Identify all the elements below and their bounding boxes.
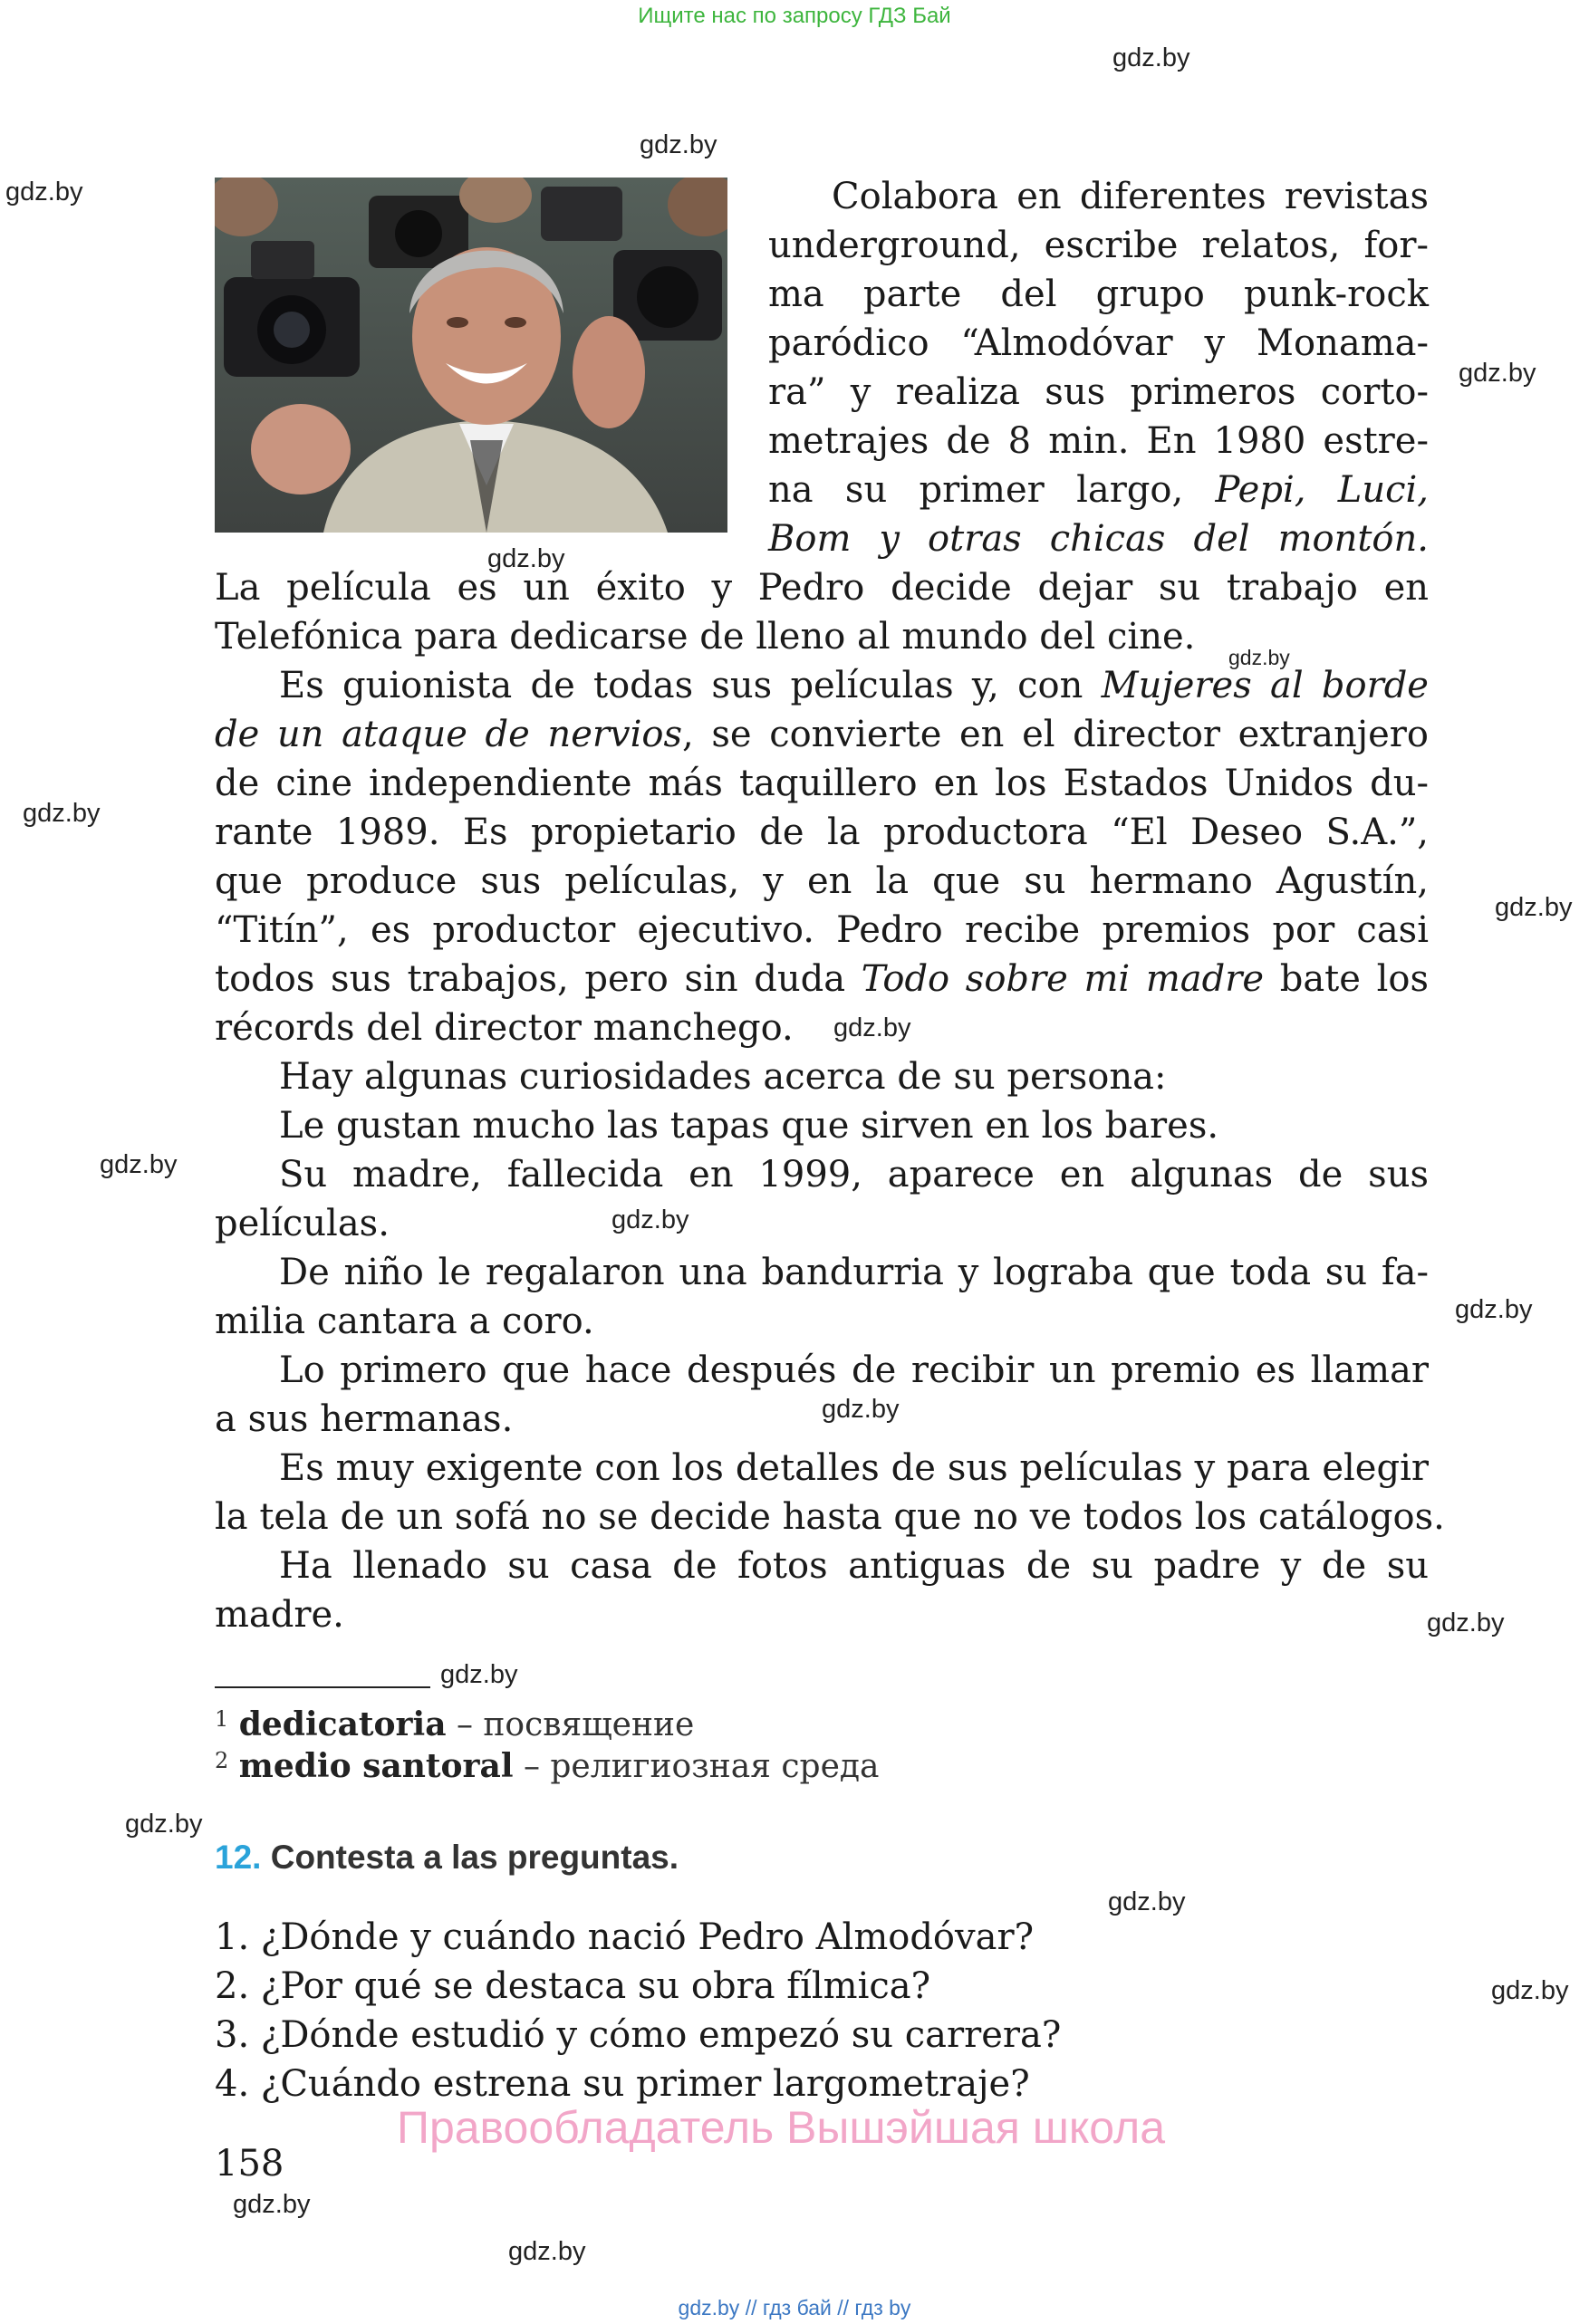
film-title-mujeres-cont: de un ataque de nervios (215, 714, 682, 755)
watermark: gdz.by (1455, 1295, 1533, 1324)
text-line: Ha llenado su casa de fotos antiguas de su padre y de su (279, 1545, 1429, 1587)
text-line: récords del director manchego. (215, 1007, 794, 1049)
watermark: gdz.by (508, 2237, 586, 2266)
watermark: gdz.by (612, 1205, 689, 1234)
director-photo (215, 178, 727, 533)
text-segment: Es guionista de todas sus películas y, con (279, 665, 1102, 706)
watermark: gdz.by (1427, 1609, 1505, 1637)
text-line: rante 1989. Es propietario de la productora “El Deseo S.A.”, (215, 811, 1429, 853)
exercise-heading (215, 1839, 679, 1877)
exercise-number: 12. (215, 1839, 262, 1876)
question-item: 3. ¿Dónde estudió y cómo empezó su carrera? (215, 2014, 1062, 2056)
watermark: gdz.by (822, 1395, 900, 1424)
text-segment: na su primer largo, (768, 469, 1216, 511)
text-segment: , se convierte en el director extranjero (682, 714, 1429, 755)
photo-illustration (215, 178, 727, 533)
text-line: que produce sus películas, y en la que su hermano Agustín, (215, 860, 1429, 902)
text-line: La película es un éxito y Pedro decide dejar su trabajo en (215, 567, 1429, 609)
question-item: 1. ¿Dónde y cuándo nació Pedro Almodóvar? (215, 1916, 1035, 1958)
watermark: gdz.by (1112, 43, 1190, 72)
text-segment: bate los (1264, 958, 1429, 1000)
footnote-term: medio santoral (238, 1747, 514, 1785)
footnote-translation: религиозная среда (550, 1748, 880, 1785)
text-line-mixed (215, 955, 1429, 1004)
text-line: a sus hermanas. (215, 1398, 514, 1440)
text-line-mixed (768, 466, 1429, 514)
text-line: metrajes de 8 min. En 1980 estre- (768, 420, 1429, 462)
film-title-mujeres: Mujeres al borde (1101, 665, 1429, 706)
watermark: gdz.by (1491, 1976, 1569, 2005)
watermark: gdz.by (23, 799, 101, 828)
text-line: “Titín”, es productor ejecutivo. Pedro recibe premios por casi (215, 909, 1429, 951)
text-line: ra” y realiza sus primeros corto- (768, 371, 1429, 413)
watermark: gdz.by (100, 1150, 178, 1179)
watermark: gdz.by (1228, 646, 1290, 669)
text-line: Telefónica para dedicarse de lleno al mundo del cine. (215, 616, 1196, 658)
footnote-divider (215, 1686, 430, 1688)
watermark: gdz.by (440, 1660, 518, 1689)
page-number: 158 (215, 2143, 284, 2185)
text-line-mixed (215, 710, 1429, 759)
watermark: gdz.by (1495, 893, 1573, 922)
text-line: Lo primero que hace después de recibir un premio es llamar (279, 1349, 1429, 1391)
film-title-todo: Todo sobre mi madre (861, 958, 1265, 1000)
text-line-mixed (279, 661, 1429, 710)
text-line: underground, escribe relatos, for- (768, 225, 1429, 266)
text-line: paródico “Almodóvar y Monama- (768, 322, 1429, 364)
top-banner: Ищите нас по запросу ГДЗ Бай (638, 4, 951, 28)
watermark: gdz.by (233, 2190, 311, 2219)
question-item: 2. ¿Por qué se destaca su obra fílmica? (215, 1965, 931, 2007)
text-line: películas. (215, 1203, 390, 1244)
footnote-2: $^2$ medio santoral – религиозная среда (215, 1747, 880, 1785)
watermark: gdz.by (125, 1810, 203, 1839)
text-line: Hay algunas curiosidades acerca de su persona: (279, 1056, 1167, 1098)
watermark: gdz.by (5, 178, 83, 206)
rights-holder-watermark: Правообладатель Вышэйшая школа (397, 2102, 1165, 2153)
text-line: madre. (215, 1594, 344, 1636)
watermark: gdz.by (487, 544, 565, 573)
text-line: Colabora en diferentes revistas (832, 176, 1429, 217)
text-line: ma parte del grupo punk-rock (768, 274, 1429, 315)
watermark: gdz.by (640, 130, 717, 159)
watermark: gdz.by (833, 1013, 911, 1042)
text-line: milia cantara a coro. (215, 1301, 594, 1342)
text-line: la tela de un sofá no se decide hasta que no ve todos los catálogos. (215, 1496, 1445, 1538)
watermark: gdz.by (1459, 359, 1536, 388)
bottom-banner: gdz.by // гдз бай // гдз by (678, 2296, 911, 2319)
text-line: Le gustan mucho las tapas que sirven en los bares. (279, 1105, 1219, 1147)
question-item: 4. ¿Cuándo estrena su primer largometraje? (215, 2063, 1030, 2105)
text-line: Su madre, fallecida en 1999, aparece en algunas de sus (279, 1154, 1429, 1196)
text-line: Es muy exigente con los detalles de sus películas y para elegir (279, 1447, 1429, 1489)
footnote-translation: посвящение (483, 1706, 695, 1743)
film-title-line: Bom y otras chicas del montón. (768, 518, 1429, 560)
exercise-title: Contesta a las preguntas. (270, 1839, 679, 1876)
text-line: de cine independiente más taquillero en los Estados Unidos du- (215, 763, 1429, 804)
footnote-1: $^1$ dedicatoria – посвящение (215, 1705, 695, 1743)
text-line: De niño le regalaron una bandurria y lograba que toda su fa- (279, 1252, 1429, 1293)
film-title-pepi: Pepi, Luci, (1215, 469, 1429, 511)
text-segment: todos sus trabajos, pero sin duda (215, 958, 862, 1000)
footnote-term: dedicatoria (238, 1705, 447, 1743)
watermark: gdz.by (1108, 1887, 1186, 1916)
